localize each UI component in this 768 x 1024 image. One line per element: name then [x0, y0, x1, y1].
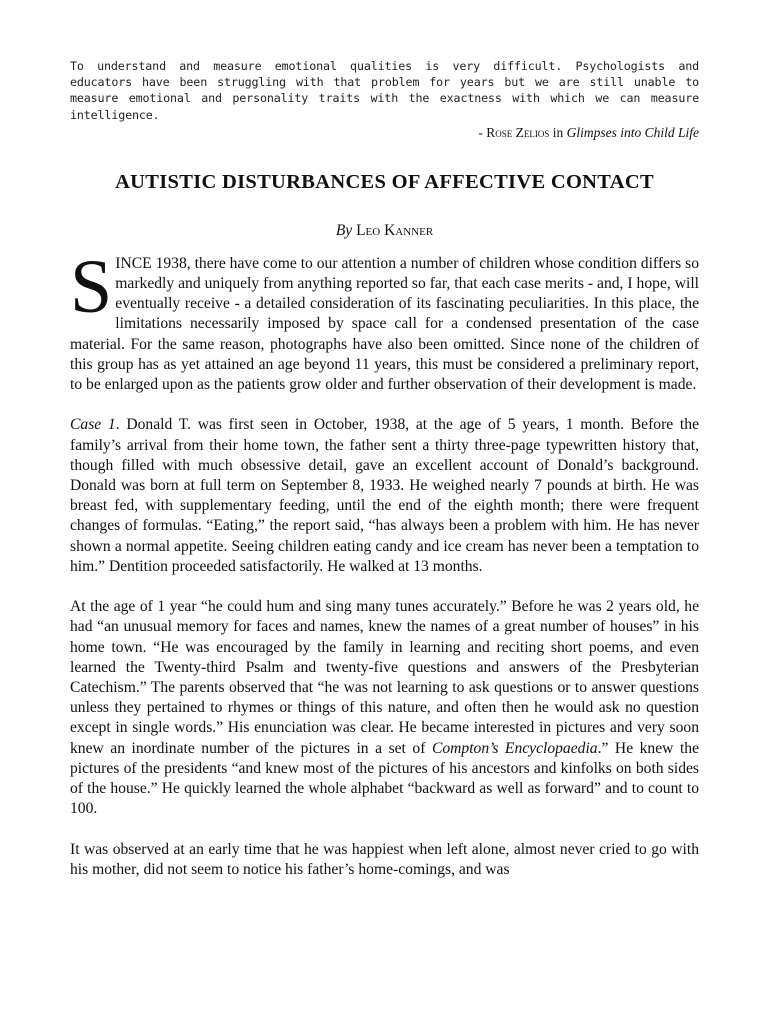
document-page [70, 58, 699, 900]
attribution-author: Rose Zelios [486, 124, 550, 140]
byline-author: Leo Kanner [356, 221, 434, 239]
encyclopaedia-title: Compton’s Encyclopaedia [431, 739, 598, 757]
paragraph-3-text-a: At the age of 1 year “he could hum and sing many tunes accurately.” Before he was 2 years old, he had “an unusual memory for faces and names, knew the names of a great number of houses” in his home town. “He was encouraged by the family in learning and reciting short poems, and even learned the Twenty-third Psalm and twenty-five questions and answers of the Presbyterian Catechism.” The parents observed that “he was not learning to ask questions or to answer questions unless they pertained to rhymes or things of this nature, and often then he would ask no question except in single words.” His enunciation was clear. He became interested in pictures and very soon knew an inordinate number of the pictures in a set of [70, 598, 699, 757]
case-1-label: Case 1 [70, 416, 116, 434]
paragraph-3-text-b: .” He knew the pictures of the presidents “and knew most of the pictures of his ancestors and kinfolks on both sides of the house.” He quickly learned the whole alphabet “backward as well as forward” and to count to 100. [70, 739, 699, 818]
attribution-dash: - [478, 124, 487, 140]
epigraph-quote: To understand and measure emotional qualities is very difficult. Psychologists and educators have been struggling with that problem for years but we are still unable to measure emotional and personality traits with the exactness with which we can measure intelligence. [70, 59, 699, 122]
intro-paragraph [70, 244, 699, 395]
article-title: AUTISTIC DISTURBANCES OF AFFECTIVE CONTACT [115, 170, 654, 193]
case-1-paragraph [70, 415, 699, 577]
early-development-paragraph [70, 597, 699, 819]
epigraph-attribution [70, 124, 699, 141]
drop-cap: S [70, 244, 113, 329]
happiest-alone-paragraph: It was observed at an early time that he was happiest when left alone, almost never cried to go with his mother, did not seem to notice his father’s home-comings, and was [70, 840, 699, 878]
intro-text: INCE 1938, there have come to our attention a number of children whose condition differs so markedly and uniquely from anything reported so far, that each case merits - and, I hope, will eventually receive - a detailed consideration of its fascinating peculiarities. In this place, the limitations necessarily imposed by space call for a condensed presentation of the case material. For the same reason, photographs have also been omitted. Since none of the children of this group has as yet attained an age beyond 11 years, this must be considered a preliminary report, to be enlarged upon as the patients grow older and further observation of their development is made. [70, 254, 699, 394]
case-1-text: . Donald T. was first seen in October, 1938, at the age of 5 years, 1 month. Before the family’s arrival from their home town, the father sent a thirty three-page typewritten history that, though filled with much obsessive detail, gave an excellent account of Donald’s background. Donald was born at full term on September 8, 1933. He weighed nearly 7 pounds at birth. He was breast fed, with supplementary feeding, until the end of the eighth month; there were frequent changes of formulas. “Eating,” the report said, “has always been a problem with him. He has never shown a normal appetite. Seeing children eating candy and ice cream has never been a temptation to him.” Dentition proceeded satisfactorily. He walked at 13 months. [70, 416, 699, 575]
byline-prefix: By [335, 221, 357, 239]
article-body [70, 244, 699, 880]
attribution-connector: in [549, 124, 567, 140]
attribution-work: Glimpses into Child Life [566, 124, 699, 140]
byline [70, 221, 699, 241]
